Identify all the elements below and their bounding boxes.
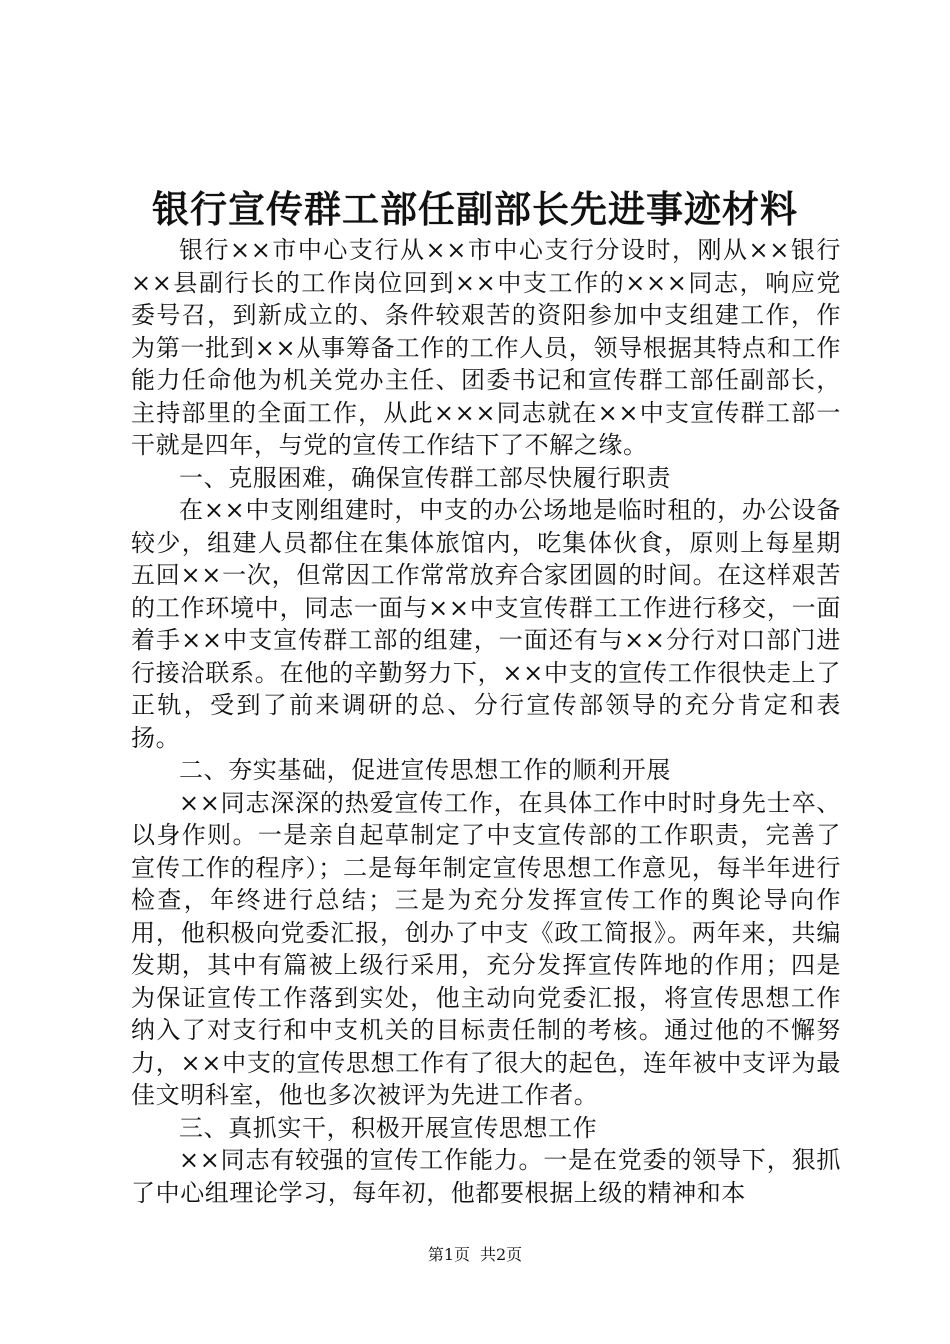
paragraph-section-1: 在××中支刚组建时，中支的办公场地是临时租的，办公设备较少，组建人员都住在集体旅馆内，吃集体伙食，原则上每星期五回××一次，但常因工作常常放弃合家团圆的时间。在这样艰苦的工作环境中，同志一面与××中支宣传群工工作进行移交，一面着手××中支宣传群工部的组建，一面还有与××分行对口部门进行接洽联系。在他的辛勤努力下，××中支的宣传工作很快走上了正轨，受到了前来调研的总、分行宣传部领导的充分肯定和表扬。 xyxy=(131,496,841,752)
section-heading-2: 二、夯实基础，促进宣传思想工作的顺利开展 xyxy=(179,756,671,784)
page-number-current: 第1页 xyxy=(427,1245,470,1264)
page-footer xyxy=(0,1244,950,1266)
paragraph-section-3: ××同志有较强的宣传工作能力。一是在党委的领导下，狠抓了中心组理论学习，每年初，他都要根据上级的精神和本 xyxy=(131,1146,841,1207)
section-heading-1: 一、克服困难，确保宣传群工部尽快履行职责 xyxy=(179,463,671,492)
document-title: 银行宣传群工部任副部长先进事迹材料 xyxy=(152,187,798,231)
page-number-total: 共2页 xyxy=(480,1245,523,1264)
document-body xyxy=(131,234,841,1209)
paragraph-section-2: ××同志深深的热爱宣传工作，在具体工作中时时身先士卒、以身作则。一是亲自起草制定了中支宣传部的工作职责，完善了宣传工作的程序）；二是每年制定宣传思想工作意见，每半年进行检查，年终进行总结；三是为充分发挥宣传工作的舆论导向作用，他积极向党委汇报，创办了中支《政工简报》。两年来，共编发期，其中有篇被上级行采用，充分发挥宣传阵地的作用；四是为保证宣传工作落到实处，他主动向党委汇报，将宣传思想工作纳入了对支行和中支机关的目标责任制的考核。通过他的不懈努力，××中支的宣传思想工作有了很大的起色，连年被中支评为最佳文明科室，他也多次被评为先进工作者。 xyxy=(131,788,841,1109)
section-heading-3: 三、真抓实干，积极开展宣传思想工作 xyxy=(179,1113,598,1142)
paragraph-intro: 银行××市中心支行从××市中心支行分设时，刚从××银行××县副行长的工作岗位回到××中支工作的×××同志，响应党委号召，到新成立的、条件较艰苦的资阳参加中支组建工作，作为第一批到××从事筹备工作的工作人员，领导根据其特点和工作能力任命他为机关党办主任、团委书记和宣传群工部任副部长，主持部里的全面工作，从此×××同志就在××中支宣传群工部一干就是四年，与党的宣传工作结下了不解之缘。 xyxy=(131,236,841,459)
